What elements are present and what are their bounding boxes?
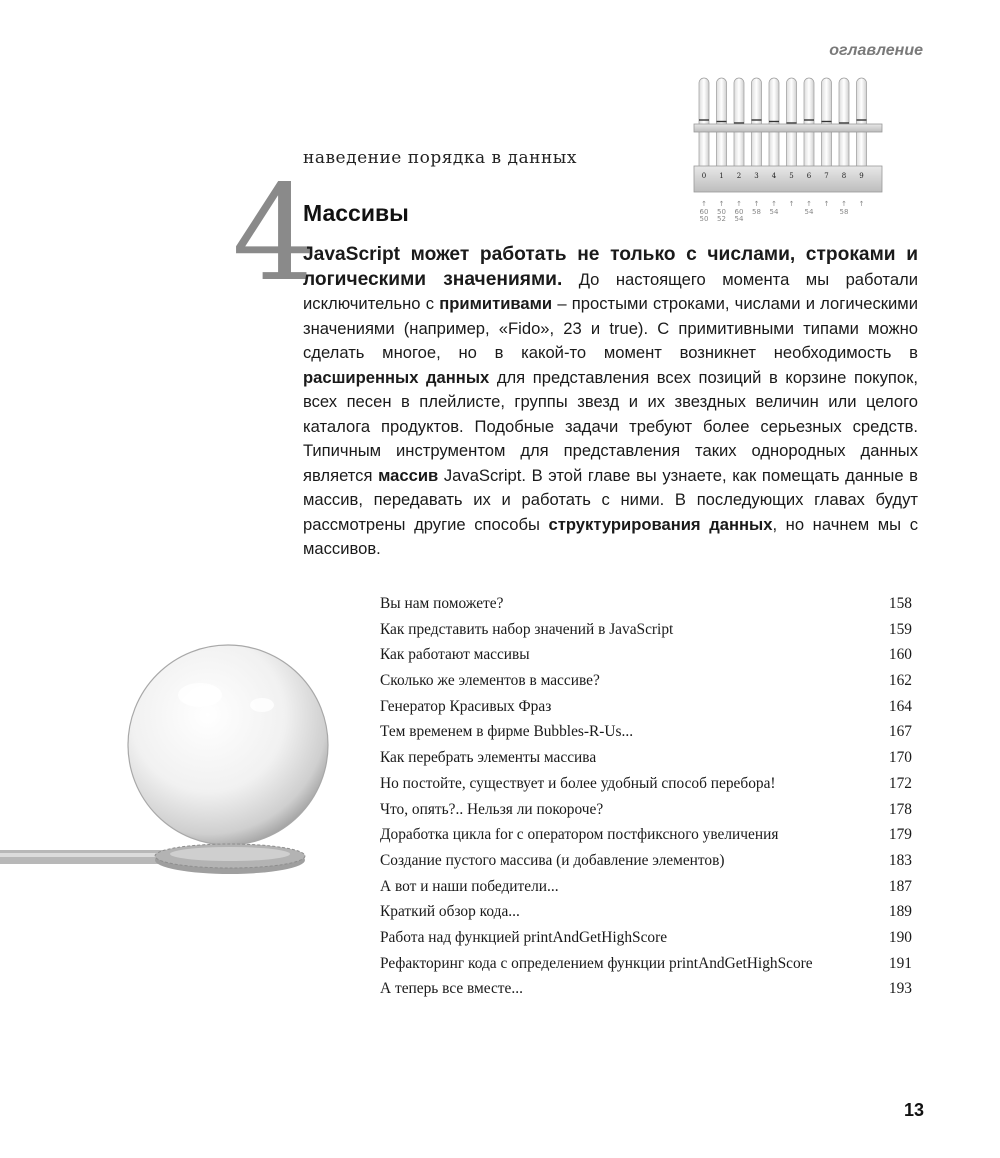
chapter-number: 4 <box>232 157 316 311</box>
section-label: оглавление <box>829 42 923 59</box>
toc-entry[interactable] <box>380 797 912 823</box>
score-label: 54 <box>734 215 744 223</box>
toc-entry-title: А вот и наши победители... <box>380 877 559 895</box>
toc-entry[interactable] <box>380 951 912 977</box>
toc-entry[interactable] <box>380 899 912 925</box>
score-arrow: ↑ <box>788 200 795 208</box>
intro-term: примитивами <box>439 294 553 313</box>
intro-text: для представления всех позиций в корзине покупок, всех песен в плейлисте, группы звезд и их звездных величин или целого каталога продуктов. Подобные задачи требуют более серьезных средств. Типичным инструментом для представления таких однородных данных является <box>303 367 918 485</box>
score-arrow: ↑ <box>841 200 847 208</box>
score-arrow: ↑ <box>701 200 707 208</box>
toc-entry-page: 172 <box>888 774 912 792</box>
tube-number-label: 5 <box>789 172 794 180</box>
chapter-subtitle: наведение порядка в данных <box>303 148 577 168</box>
toc-entry[interactable] <box>380 976 912 1002</box>
toc-entry[interactable] <box>380 822 912 848</box>
toc-entry-page: 167 <box>888 723 912 741</box>
intro-lead: JavaScript может работать не только с числами, строками и логическими значениями. <box>303 244 918 290</box>
score-arrow: ↑ <box>718 200 725 208</box>
toc-entry-title: Работа над функцией printAndGetHighScore <box>380 928 668 946</box>
toc-entry-title: Краткий обзор кода... <box>380 903 520 921</box>
toc-entry-page: 159 <box>888 620 912 638</box>
toc-entry-title: Тем временем в фирме Bubbles-R-Us... <box>380 723 634 741</box>
tube-number-label: 9 <box>859 172 864 180</box>
score-arrow: ↑ <box>823 200 830 208</box>
test-tubes-illustration <box>690 74 890 224</box>
toc-entry-page: 183 <box>888 851 912 869</box>
score-arrow: ↑ <box>806 200 812 208</box>
tube-number-label: 3 <box>754 172 759 180</box>
chapter-intro <box>303 243 918 562</box>
toc-entry-title: А теперь все вместе... <box>380 980 523 998</box>
toc-entry-title: Как работают массивы <box>380 646 530 664</box>
score-arrow: ↑ <box>771 200 777 208</box>
score-arrow: ↑ <box>858 200 865 208</box>
toc-entry[interactable] <box>380 925 912 951</box>
toc-entry[interactable] <box>380 745 912 771</box>
score-label: 52 <box>717 215 726 223</box>
tube-number-label: 2 <box>736 172 742 180</box>
toc-entry-title: Но постойте, существует и более удобный способ перебора! <box>380 774 776 792</box>
score-label: 58 <box>839 208 849 216</box>
toc-entry[interactable] <box>380 771 912 797</box>
toc-entry[interactable] <box>380 874 912 900</box>
toc-entry-title: Генератор Красивых Фраз <box>380 697 552 715</box>
toc-entry-page: 193 <box>888 980 912 998</box>
score-label: 50 <box>717 208 726 216</box>
toc-entry[interactable] <box>380 694 912 720</box>
toc-entry[interactable] <box>380 668 912 694</box>
toc-entry[interactable] <box>380 617 912 643</box>
tube-number-label: 0 <box>701 172 707 180</box>
bubble-wand-illustration <box>0 640 340 900</box>
toc-entry-page: 164 <box>888 697 912 715</box>
table-of-contents <box>380 591 912 1002</box>
toc-entry-title: Что, опять?.. Нельзя ли покороче? <box>380 800 604 818</box>
toc-entry-title: Как перебрать элементы массива <box>380 749 597 767</box>
toc-entry-title: Как представить набор значений в JavaScript <box>380 620 674 638</box>
toc-entry-page: 179 <box>888 826 912 844</box>
tube-number-label: 4 <box>771 172 777 180</box>
toc-entry-page: 178 <box>888 800 912 818</box>
intro-text: , но начнем мы с массивов. <box>303 514 918 558</box>
tube-number-label: 7 <box>824 172 829 180</box>
score-label: 58 <box>752 208 761 216</box>
toc-entry-page: 158 <box>888 595 912 612</box>
chapter-title: Массивы <box>303 200 409 226</box>
toc-entry-title: Рефакторинг кода с определением функции printAndGetHighScore <box>380 954 813 972</box>
intro-term: структурирования данных <box>548 514 773 534</box>
toc-entry-page: 191 <box>888 954 912 972</box>
toc-entry-page: 160 <box>888 646 912 664</box>
toc-entry-page: 162 <box>888 672 912 690</box>
intro-term: массив <box>378 465 439 485</box>
toc-entry-page: 190 <box>888 928 912 946</box>
toc-entry-title: Доработка цикла for с оператором постфиксного увеличения <box>380 826 779 844</box>
toc-entry[interactable] <box>380 848 912 874</box>
toc-entry-title: Сколько же элементов в массиве? <box>380 672 600 690</box>
toc-entry-page: 170 <box>888 749 912 767</box>
tube-number-label: 1 <box>719 172 724 180</box>
page-number: 13 <box>903 1100 924 1120</box>
toc-entry-title: Создание пустого массива (и добавление элементов) <box>380 851 725 869</box>
intro-text: – простыми строками, числами и логическими значениями (например, «Fido», 23 и true). С примитивными типами можно сделать многое, но в какой-то момент возникнет необходимость в <box>303 294 918 362</box>
toc-entry[interactable] <box>380 642 912 668</box>
intro-term: расширенных данных <box>303 367 490 387</box>
score-label: 60 <box>734 208 744 216</box>
score-label: 54 <box>769 208 779 216</box>
score-label: 60 <box>699 208 709 216</box>
tube-number-label: 6 <box>806 172 812 180</box>
toc-entry-page: 189 <box>888 903 912 921</box>
toc-entry-page: 187 <box>888 877 912 895</box>
intro-text: До настоящего момента мы работали исключительно с <box>303 269 918 313</box>
score-label: 50 <box>699 215 709 223</box>
score-arrow: ↑ <box>753 200 760 208</box>
tube-number-label: 8 <box>841 172 847 180</box>
score-label: 54 <box>804 208 814 216</box>
score-arrow: ↑ <box>736 200 742 208</box>
toc-entry[interactable] <box>380 591 912 617</box>
intro-text: JavaScript. В этой главе вы узнаете, как помещать данные в массив, передавать их и работать с ними. В последующих главах будут рассмотрены другие способы <box>303 465 919 534</box>
toc-entry-title: Вы нам поможете? <box>380 595 504 612</box>
toc-entry[interactable] <box>380 719 912 745</box>
